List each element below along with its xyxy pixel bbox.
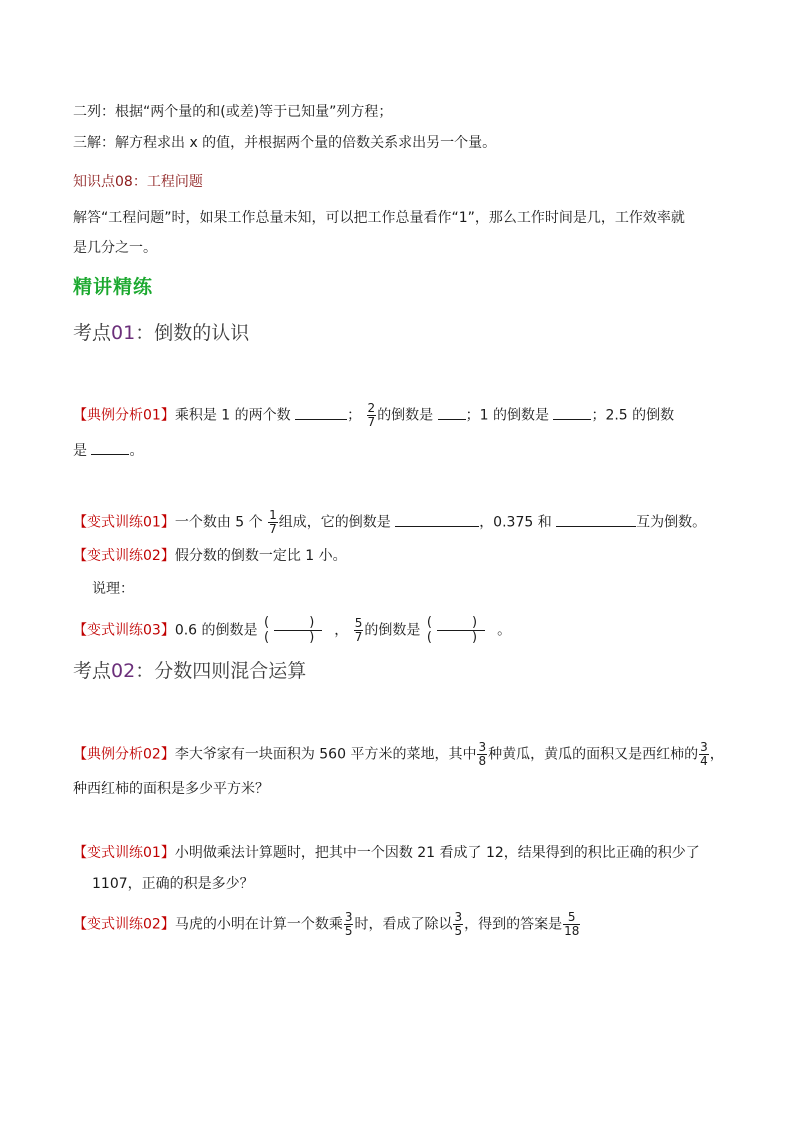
- exam-point-prefix: 考点: [73, 660, 112, 682]
- problem-text: ，: [334, 622, 349, 639]
- problem-text: 假分数的倒数一定比 1 小。: [174, 548, 347, 564]
- knowledge-point-08-text-cont: 是几分之一。: [73, 240, 157, 256]
- exam-point-prefix: 考点: [73, 322, 112, 344]
- problem-text: 互为倒数。: [636, 514, 707, 531]
- fraction: $\frac{2}{7}$: [367, 401, 376, 429]
- problem-tag: 【典例分析02】: [73, 746, 175, 763]
- fraction: $\frac{5}{7}$: [354, 616, 363, 644]
- fraction: $\frac{1}{7}$: [269, 508, 277, 536]
- practice-02: [73, 546, 347, 566]
- practice-02-reason: 说理：: [92, 581, 134, 597]
- problem-tag: 【变式训练01】: [73, 845, 175, 861]
- problem-text: 种黄瓜，黄瓜的面积又是西红柿的: [488, 746, 699, 763]
- example-02: [73, 741, 724, 768]
- problem-text: 一个数由 5 个: [174, 514, 263, 531]
- problem-text: 马虎的小明在计算一个数乘: [174, 916, 343, 933]
- exam-point-title: ：分数四则混合运算: [135, 660, 307, 682]
- problem-text: 的倒数是: [364, 622, 421, 639]
- problem-text: ；2.5 的倒数: [591, 407, 675, 424]
- example-02-cont: 种西红柿的面积是多少平方米？: [73, 781, 269, 797]
- problem-text: ；1 的倒数是: [465, 407, 549, 424]
- example-01: [73, 402, 674, 429]
- fraction: $\frac{3}{8}$: [478, 740, 487, 768]
- exam-point-title: ：倒数的认识: [135, 322, 250, 344]
- fraction: $\frac{3}{5}$: [344, 910, 353, 938]
- problem-tag: 【变式训练02】: [73, 548, 175, 564]
- problem-text: 0.6 的倒数是: [174, 622, 258, 639]
- fraction: $\frac{3}{5}$: [454, 910, 463, 938]
- answer-blank[interactable]: [295, 405, 347, 420]
- knowledge-point-08-text: 解答“工程问题”时，如果工作总量未知，可以把工作总量看作“1”，那么工作时间是几，工作效率就: [73, 210, 685, 226]
- answer-blank[interactable]: [438, 405, 466, 420]
- fraction: $\frac{5}{18}$: [564, 910, 580, 938]
- problem-text: ；: [347, 407, 362, 424]
- exam-point-number: 01: [111, 322, 136, 344]
- problem-text: 小明做乘法计算题时，把其中一个因数 21 看成了 12，结果得到的积比正确的积少了: [174, 845, 700, 861]
- practice-03: [73, 616, 511, 645]
- exam-point-01-heading: [73, 318, 249, 345]
- practice-2-01: [73, 843, 700, 863]
- problem-text: ，得到的答案是: [464, 916, 563, 933]
- problem-text: ，0.375 和: [479, 514, 552, 531]
- answer-blank[interactable]: [556, 512, 636, 527]
- problem-text: 乘积是 1 的两个数: [174, 407, 291, 424]
- problem-text: 时，看成了除以: [354, 916, 453, 933]
- example-01-cont: [73, 440, 143, 461]
- problem-tag: 【变式训练02】: [73, 916, 175, 933]
- problem-text: 李大爷家有一块面积为 560 平方米的菜地，其中: [174, 746, 477, 763]
- exam-point-02-heading: [73, 656, 306, 683]
- problem-text: 。: [497, 622, 512, 639]
- knowledge-point-08-title: 知识点08：工程问题: [73, 174, 203, 190]
- answer-blank[interactable]: [91, 440, 129, 455]
- section-heading-jingjiang: 精讲精练: [73, 276, 154, 298]
- practice-01: [73, 509, 706, 536]
- problem-tag: 【典例分析01】: [73, 407, 175, 424]
- practice-2-01-cont: 1107，正确的积是多少？: [92, 876, 254, 892]
- method-step-2: 二列：根据“两个量的和(或差)等于已知量”列方程；: [73, 104, 393, 120]
- problem-text: ，: [709, 746, 724, 763]
- answer-blank[interactable]: [395, 512, 479, 527]
- problem-text: 组成，它的倒数是: [278, 514, 391, 531]
- problem-tag: 【变式训练03】: [73, 622, 175, 639]
- practice-2-02: [73, 911, 581, 938]
- problem-tag: 【变式训练01】: [73, 514, 175, 531]
- method-step-3: 三解：解方程求出 x 的值，并根据两个量的倍数关系求出另一个量。: [73, 135, 497, 151]
- fraction: $\frac{3}{4}$: [700, 740, 708, 768]
- answer-fraction-box[interactable]: ( ) ( ): [426, 615, 496, 645]
- problem-text: 。: [129, 443, 144, 459]
- problem-text: 的倒数是: [377, 407, 434, 424]
- answer-blank[interactable]: [553, 405, 591, 420]
- exam-point-number: 02: [111, 660, 136, 682]
- problem-text: 是: [73, 443, 87, 459]
- answer-fraction-box[interactable]: ( ) ( ): [264, 615, 333, 645]
